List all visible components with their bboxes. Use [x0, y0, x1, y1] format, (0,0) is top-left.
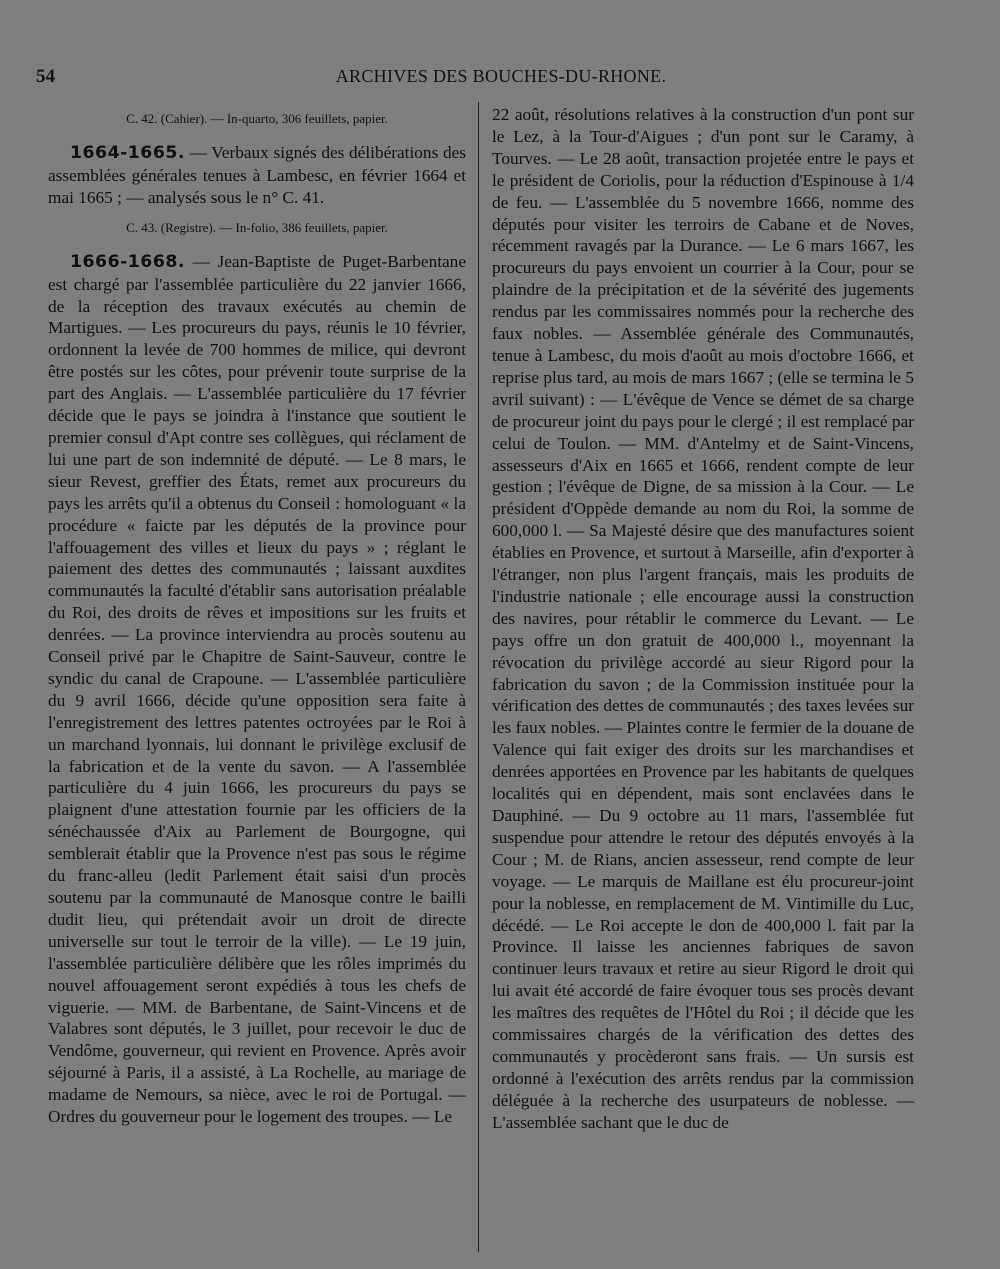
entry-text: — Jean-Baptiste de Puget-Barbentane est chargé par l'assemblée particulière du 22 janvier 1666, de la réception des travaux exécutés au chemin de Martigues. — Les procureurs du pays, réunis le 10 février, ordonnent la levée de 700 hommes de milice, qui devront être postés sur les côtes, pour prévenir toute surprise de la part des Anglais. — L'assemblée particulière du 17 février décide que le pays se joindra à l'instance que soutient le premier consul d'Apt contre ses collègues, qui réclament de lui une part de son indemnité de député. — Le 8 mars, le sieur Revest, greffier des États, remet aux procureurs du pays les arrêts qu'il a obtenus du Conseil : homologuant « la procédure « faicte par les députés de la province pour l'affouagement des villes et lieux du pays » ; réglant le paiement des dettes des communautés ; laissant auxdites communautés la faculté d'établir sans autorisation préalable du Roi, des droits de rêves et impositions sur les fruits et denrées. — La province interviendra au procès soutenu au Conseil privé par le Chapitre de Saint-Sauveur, contre le syndic du canal de Crapoune. — L'assemblée particulière du 9 avril 1666, décide qu'une opposition sera faite à l'enregistrement des lettres patentes octroyées par le Roi à un marchand lyonnais, lui donnant le privilège exclusif de la fabrication et de la vente du savon. — A l'assemblée particulière du 4 juin 1666, les procureurs du pays se plaignent d'une attestation fournie par les officiers de la sénéchaussée d'Aix au Parlement de Bourgogne, qui semblerait établir que la Provence n'est pas sous le régime du franc-alleu (ledit Parlement était saisi d'un procès soutenu par la communauté de Manosque contre le bailli dudit lieu, qui prétendait avoir un droit de directe universelle sur tout le terroir de la ville). — Le 19 juin, l'assemblée particulière délibère que les rôles imprimés du nouvel affouagement seront expédiés à tous les chefs de viguerie. — MM. de Barbentane, de Saint-Vincens et de Valabres sont députés, le 3 juillet, pour recevoir le duc de Vendôme, gouverneur, qui revient en Provence. Après avoir séjourné à Paris, il a assisté, à La Rochelle, au mariage de madame de Nemours, sa nièce, avec le roi de Portugal. — Ordres du gouverneur pour le logement des troupes. — Le: [48, 251, 466, 1127]
entry-dates: 1664-1665.: [70, 143, 185, 163]
running-title: ARCHIVES DES BOUCHES-DU-RHONE.: [335, 66, 667, 86]
archive-reference: C. 43. (Registre). — In-folio, 386 feuillets, papier.: [126, 219, 388, 235]
entry-text: — Verbaux signés des délibérations des assemblées générales tenues à Lambesc, en février 1664 et mai 1665 ; — analysés sous le n° C. 41.: [48, 143, 466, 207]
archive-reference: C. 42. (Cahier). — In-quarto, 306 feuillets, papier.: [126, 111, 388, 126]
column-divider: [478, 102, 479, 1252]
continued-entry-text: 22 août, résolutions relatives à la construction d'un pont sur le Lez, à la Tour-d'Aigues ; d'un pont sur le Caramy, à Tourves. — Le 28 août, transaction projetée entre le pays et le président de Coriolis, pour la réduction d'Espinouse à 1/4 de feu. — L'assemblée du 5 novembre 1666, nomme des députés pour visiter les terroirs de Cabane et de Noves, récemment ravagés par la Durance. — Le 6 mars 1667, les procureurs du pays envoient un courrier à la Cour, pour se plaindre de la précipitation et de la sévérité des jugements rendus par les commissaires nommés pour la recherche des faux nobles. — Assemblée générale des Communautés, tenue à Lambesc, du mois d'août au mois d'octobre 1666, et reprise plus tard, au mois de mars 1667 ; (elle se termina le 5 avril suivant) : — L'évêque de Vence se démet de sa charge de procureur joint du pays pour le clergé ; il est remplacé par celui de Toulon. — MM. d'Antelmy et de Saint-Vincens, assesseurs d'Aix en 1665 et 1666, rendent compte de leur gestion ; l'évêque de Digne, de sa mission à la Cour. — Le président d'Oppède demande au nom du Roi, la somme de 600,000 l. — Sa Majesté désire que des manufactures soient établies en Provence, et surtout à Marseille, afin d'exporter à l'étranger, non plus l'argent français, mais les produits de l'industrie nationale ; elle encourage aussi la construction des navires, pour rétablir le commerce du Levant. — Le pays offre un don gratuit de 400,000 l., moyennant la révocation du privilège accordé au sieur Rigord pour la fabrication du savon ; de la Commission instituée pour la vérification des dettes de communautés ; des taxes levées sur les faux nobles. — Plaintes contre le fermier de la douane de Valence qui fait exiger des droits sur les marchandises et denrées apportées en Provence par les habitants de quelques localités qui en dépendent, mais sont enclavées dans le Dauphiné. — Du 9 octobre au 11 mars, l'assemblée fut suspendue pour attendre le retour des députés envoyés à la Cour ; M. de Rians, ancien assesseur, rend compte de leur voyage. — Le marquis de Maillane est élu procureur-joint pour la noblesse, en remplacement de M. Vintimille du Luc, décédé. — Le Roi accepte le don de 400,000 l. fait par la Province. Il laisse les anciennes fabriques de savon continuer leurs travaux et retire au sieur Rigord le droit qui lui avait été accordé de faire évoquer tous ses procès devant les maîtres des requêtes de l'Hôtel du Roi ; il décide que les commissaires chargés de la vérification des dettes des communautés y procèderont sans frais. — Un sursis est ordonné à l'exécution des arrêts rendus par la commission déléguée à la recherche des usurpateurs de noblesse. — L'assemblée sachant que le duc de: [492, 105, 914, 1132]
page-number: 54: [36, 66, 55, 87]
entry-paragraph: [48, 142, 466, 209]
entry-dates: 1666-1668.: [70, 251, 185, 272]
page-header: [36, 66, 966, 92]
left-column: [48, 104, 466, 1138]
right-column: [492, 104, 914, 1134]
entry-paragraph: [48, 251, 466, 1128]
